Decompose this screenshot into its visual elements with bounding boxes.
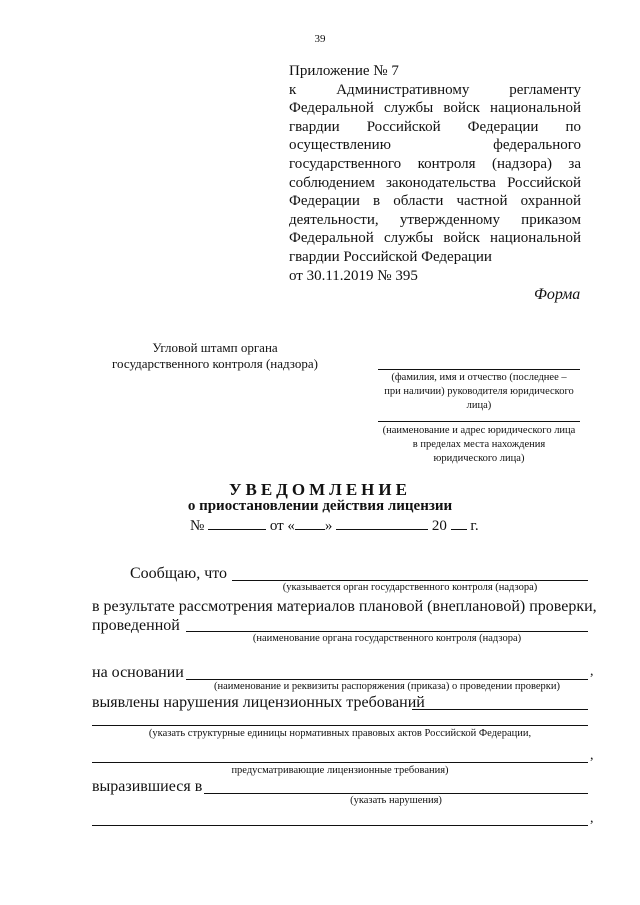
basis-order-line[interactable]	[186, 679, 588, 680]
violations-label: выявлены нарушения лицензионных требований	[92, 694, 425, 711]
report-authority-line[interactable]	[232, 580, 588, 581]
stamp-line: государственного контроля (надзора)	[112, 356, 318, 371]
report-label: Сообщаю, что	[130, 565, 228, 582]
expressed-label: выразившиеся в	[92, 778, 203, 795]
document-number-line	[190, 516, 479, 535]
recipient-name-line[interactable]	[378, 369, 580, 370]
document-subtitle: о приостановлении действия лицензии	[187, 498, 453, 514]
quote-close: »	[324, 518, 333, 534]
legal-units-line[interactable]	[92, 725, 588, 726]
appendix-line: гвардии Российской Федерации	[289, 248, 492, 265]
requirements-line[interactable]	[92, 762, 588, 763]
comma: ,	[590, 748, 594, 763]
month-field[interactable]	[336, 516, 428, 530]
basis-label: на основании	[92, 664, 184, 681]
corner-stamp-label	[90, 340, 340, 372]
violations-caption: (указать нарушения)	[350, 795, 442, 806]
caption-line: лица)	[466, 400, 492, 411]
appendix-line: деятельности, утвержденному приказом	[289, 211, 581, 228]
comma: ,	[590, 811, 594, 826]
year-field[interactable]	[451, 516, 467, 530]
page-number: 39	[314, 33, 326, 45]
comma: ,	[590, 664, 594, 679]
appendix-line: гвардии Российской Федерации по	[289, 118, 581, 135]
year-prefix: 20	[431, 518, 447, 534]
review-text: в результате рассмотрения материалов плановой (внеплановой) проверки,	[92, 598, 597, 615]
date-from-label: от «	[269, 518, 295, 534]
appendix-line: от 30.11.2019 № 395	[289, 267, 418, 284]
appendix-line: к Административному регламенту	[289, 81, 581, 98]
caption-line: (наименование и адрес юридического лица	[382, 425, 576, 436]
appendix-line: Федерации в области частной охранной	[289, 193, 581, 210]
number-label: №	[190, 518, 205, 534]
legal-units-caption: (указать структурные единицы нормативных правовых актов Российской Федерации,	[148, 728, 532, 739]
appendix-line: соблюдением законодательства Российской	[289, 174, 581, 191]
appendix-line: Приложение № 7	[289, 63, 399, 79]
appendix-header	[289, 62, 581, 285]
form-label: Форма	[534, 286, 581, 303]
caption-line: (фамилия, имя и отчество (последнее –	[391, 372, 567, 383]
recipient-org-caption	[368, 424, 590, 466]
recipient-org-line[interactable]	[378, 421, 580, 422]
recipient-name-caption	[368, 371, 590, 413]
conducted-label: проведенной	[92, 617, 180, 634]
requirements-caption: предусматривающие лицензионные требования)	[231, 765, 449, 776]
conducted-authority-caption: (наименование органа государственного контроля (надзора)	[252, 633, 522, 644]
violations-line[interactable]	[412, 709, 588, 710]
year-suffix: г.	[470, 518, 479, 534]
appendix-line: Федеральной службы войск национальной	[289, 100, 581, 117]
caption-line: в пределах места нахождения	[412, 439, 546, 450]
report-authority-caption: (указывается орган государственного контроля (надзора)	[282, 582, 538, 593]
expressed-line[interactable]	[204, 793, 588, 794]
stamp-line: Угловой штамп органа	[152, 340, 278, 355]
day-field[interactable]	[295, 516, 325, 530]
caption-line: юридического лица)	[433, 453, 525, 464]
appendix-line: государственного контроля (надзора) за	[289, 155, 581, 172]
conducted-authority-line[interactable]	[186, 631, 588, 632]
caption-line: при наличии) руководителя юридического	[384, 386, 574, 397]
appendix-line: осуществлению федерального	[289, 137, 581, 154]
basis-order-caption: (наименование и реквизиты распоряжения (приказа) о проведении проверки)	[214, 681, 560, 692]
number-field[interactable]	[208, 516, 266, 530]
document-title: УВЕДОМЛЕНИЕ	[229, 480, 411, 499]
appendix-line: Федеральной службы войск национальной	[289, 230, 581, 247]
violations-detail-line[interactable]	[92, 825, 588, 826]
